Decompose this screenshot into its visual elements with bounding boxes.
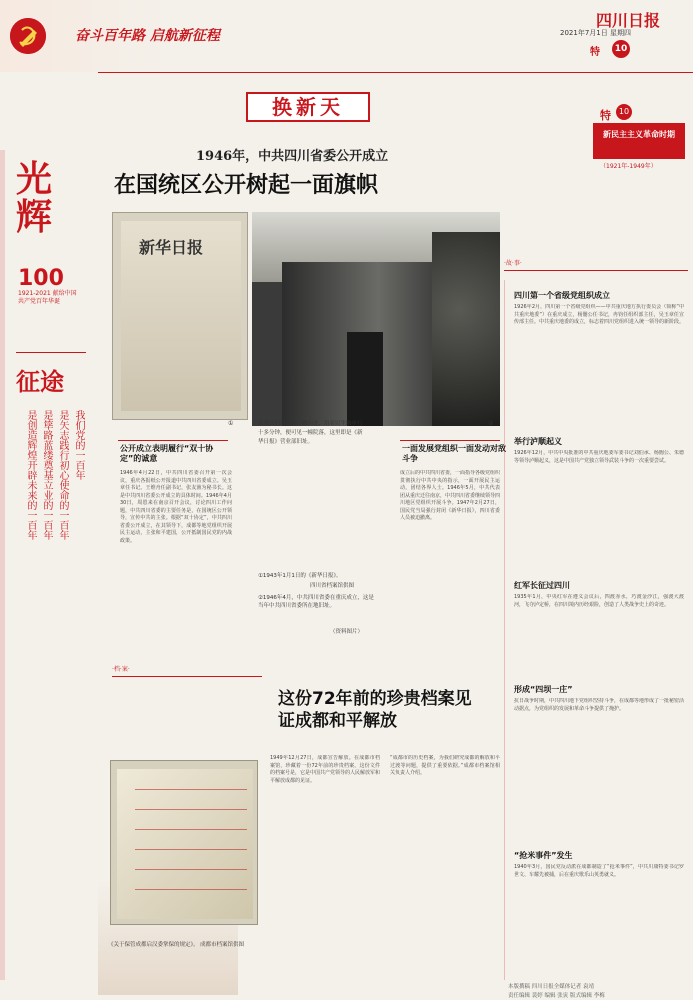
- col-b-text: 成立后的中共四川省委，一面指导各级党组织贯彻执行中共中央的指示，一面开展民主运动，团结各界人士。1946年5月，中共代表团从重庆迁往南京，中共四川省委继续领导四川地区党组织开展斗争。1947年2月27日，国民党当局强行封闭《新华日报》，四川省委人员被迫撤离。: [400, 470, 500, 521]
- caption-1-source: 四川省档案馆供图: [310, 583, 355, 589]
- story-tag: ·故·事·: [504, 260, 522, 267]
- right-story-3-text: 1935年1月，中央红军在遵义会议后，四渡赤水，巧渡金沙江，强渡大渡河，飞夺泸定桥，在四川境内历经艰险，创造了人类战争史上的奇迹。: [514, 594, 684, 608]
- right-story-5-title: “抢米事件”发生: [514, 851, 573, 860]
- col-b-heading: 一面发展党组织一面发动对敌斗争: [402, 444, 506, 463]
- archive-rule: [112, 676, 262, 677]
- caption-2: ②1946年4月，中共四川省委在重庆成立，这是当年中共四川省委所在地旧址。: [258, 595, 374, 609]
- page-prefix: 特: [590, 47, 600, 58]
- right-col-divider: [504, 280, 505, 980]
- right-story-4-title: 形成“四坝一庄”: [514, 685, 573, 694]
- rail-big-title: 光辉: [16, 158, 53, 238]
- rail-verse-2: 是矢志践行初心使命的一百年: [57, 410, 68, 540]
- right-story-2-title: 举行泸顺起义: [514, 437, 562, 446]
- right-story-3-title: 红军长征过四川: [514, 581, 570, 590]
- right-story-2-text: 1926年12月，中共中央批准的中共重庆地委军委书记刘伯承、杨闇公、朱德等领导泸顺起义，这是中国共产党独立领导武装斗争的一次重要尝试。: [514, 450, 684, 464]
- archive-tag: ·档·案·: [112, 666, 130, 673]
- left-rail-stripe: [0, 150, 5, 980]
- rail-hundred-sub: 1921-2021 献给中国共产党百年华诞: [18, 290, 77, 305]
- archive-text-2: “成都市的历史档案，为我们研究成都的解放和平过渡等问题，提供了重要依据。”成都市档案馆相关负责人介绍。: [390, 755, 500, 776]
- party-emblem-icon: [10, 18, 46, 54]
- right-story-4-text: 抗日战争时期，中共四川地下党组织坚持斗争，在成都等地形成了一批秘密活动据点，为党组织的发展和革命斗争提供了掩护。: [514, 698, 684, 712]
- rail-verse-4: 是创造辉煌开辟未来的一百年: [25, 410, 36, 540]
- rail-verse-1: 我们党的一百年: [73, 410, 84, 480]
- archive-document-photo: [110, 760, 258, 925]
- section-number: 10: [616, 104, 632, 120]
- caption-1: ①1943年1月1日的《新华日报》。: [258, 573, 342, 579]
- section-prefix: 特: [600, 109, 611, 122]
- rail-verse-3: 是筚路蓝缕奠基立业的一百年: [41, 410, 52, 540]
- article-title: 在国统区公开树起一面旗帜: [114, 173, 379, 198]
- article-subtitle: 1946年，中共四川省委公开成立: [196, 149, 389, 164]
- story-divider: [504, 270, 688, 271]
- archive-doc-caption: 《关于保管成都启汉委掌保的规定》。: [108, 942, 199, 948]
- page-number-badge: 10: [612, 40, 630, 58]
- rail-section-title: 征途: [16, 367, 64, 396]
- footer-editors: 责任编辑 裴婷 编辑 张寅 版式编辑 李梅: [508, 993, 605, 999]
- masthead: 四川日报: [596, 11, 661, 30]
- archive-doc-source: 成都市档案馆供图: [200, 942, 245, 948]
- footer-byline: 本版撰稿 四川日报全媒体记者 袁靖: [508, 984, 594, 990]
- archive-text-1: 1949年12月27日，成都宣告解放。在成都市档案馆，珍藏着一份72年前的珍贵档案，这份文件的档案号是，它是中国共产党领导的人民解放军和平解放成都的见证。: [270, 755, 380, 784]
- newspaper-photo: [112, 212, 248, 420]
- newspaper-title: 新华日报: [139, 238, 204, 257]
- photo-marker-2: ②: [488, 420, 494, 427]
- rail-hundred: 100: [18, 266, 64, 291]
- col-a-heading: 公开成立表明履行“双十协定”的诚意: [120, 444, 214, 463]
- caption-2-source: （资料图片）: [330, 629, 364, 635]
- right-story-1-title: 四川第一个省级党组织成立: [514, 291, 610, 300]
- col-b-rule: [400, 440, 500, 441]
- header-slogan: 奋斗百年路 启航新征程: [75, 28, 220, 44]
- header-divider: [98, 72, 693, 73]
- right-story-5-text: 1940年3月，国民党反动派在成都制造了“抢米事件”，中共川康特委书记罗世文、车耀先被捕，后在重庆歌乐山英勇就义。: [514, 864, 684, 878]
- dateline: 2021年7月1日 星期四: [560, 29, 631, 37]
- building-photo: [252, 212, 500, 426]
- right-story-1-text: 1926年2月，四川第一个省级党组织——中共重庆地方执行委员会（简称“中共重庆地委”）在重庆成立，杨闇公任书记，冉钧任组织部主任，吴玉章任宣传部主任。中共重庆地委的成立，标志着四川党组织进入统一领导的新阶段。: [514, 304, 684, 325]
- archive-title: 这份72年前的珍贵档案见证成都和平解放: [278, 689, 472, 731]
- section-range: （1921年-1949年）: [600, 163, 657, 170]
- col-a-text: 1946年4月22日，中共四川省委召开第一次会议，重庆各报纸公开报道中共四川省委成立。吴玉章任书记。王维舟任副书记，张友渔为秘书长。这是中共四川省委公开成立的具体时间。1946年4月30日，周恩来在南京召开会议，讨论四川工作问题，中共四川省委的主要任务是，在国统区公开领导，宣传中共的主张。根据“双十协定”，中共四川省委公开成立，在其领导下，成都等地党组织开展民主运动，主张和平建国，公开抵制国民党的内战政策。: [120, 470, 232, 544]
- photo-marker-1: ①: [228, 420, 234, 427]
- blurb-text: 从重庆的新址转一路向北，沿着民生路步行十多分钟，便可见一幢院落，这里即是《新华日报》营业部旧址。: [258, 421, 363, 445]
- rail-divider: [16, 352, 86, 353]
- col-a-rule: [118, 440, 228, 441]
- newspaper-sheet: [121, 221, 241, 411]
- section-badge: 新民主主义革命时期: [593, 123, 685, 159]
- title-stamp: 换新天: [246, 92, 370, 122]
